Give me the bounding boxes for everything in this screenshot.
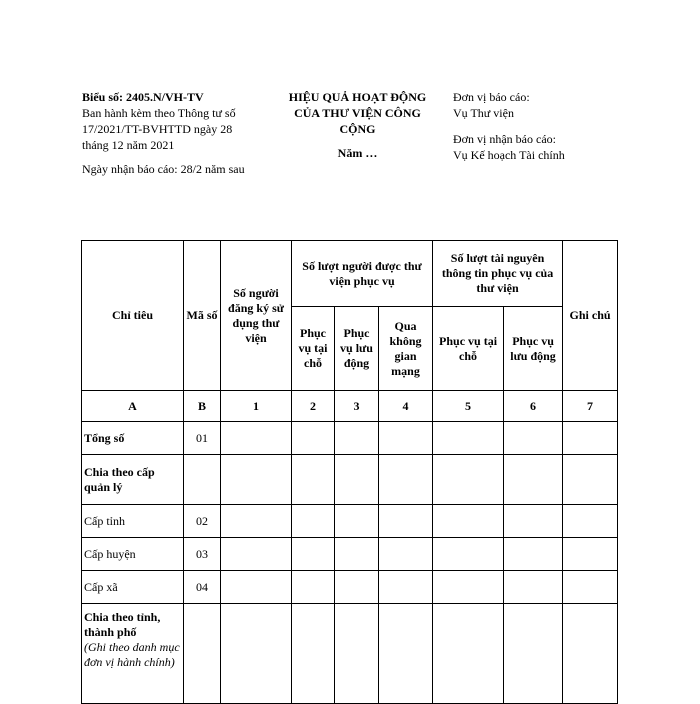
col-index-7: 7: [563, 391, 618, 422]
receive-unit-value: Vụ Kế hoạch Tài chính: [453, 148, 565, 162]
table-row: [82, 505, 618, 538]
header-note: Ghi chú: [563, 241, 618, 391]
form-issued-note: Ban hành kèm theo Thông tư số 17/2021/TT-BVHTTD ngày 28 tháng 12 năm 2021: [82, 106, 236, 152]
col-index-4: 4: [379, 391, 433, 422]
report-year: Năm …: [337, 146, 378, 160]
row-code-province: 02: [184, 505, 221, 538]
header-res-onsite: Phục vụ tại chỗ: [433, 307, 504, 391]
header-resources-group: Số lượt tài nguyên thông tin phục vụ của thư viện: [433, 241, 563, 307]
receive-date: Ngày nhận báo cáo: 28/2 năm sau: [82, 162, 245, 176]
col-index-2: 2: [292, 391, 335, 422]
header-res-mobile: Phục vụ lưu động: [504, 307, 563, 391]
row-code-district: 03: [184, 538, 221, 571]
col-index-a: A: [82, 391, 184, 422]
report-unit-label: Đơn vị báo cáo:: [453, 90, 530, 104]
row-label-province: Cấp tỉnh: [82, 505, 184, 538]
unit-info: [453, 89, 663, 163]
header-row-1: [82, 241, 618, 307]
table-row: [82, 422, 618, 455]
row-label-by-level: Chia theo cấp quản lý: [82, 455, 184, 505]
column-index-row: [82, 391, 618, 422]
report-table: [81, 240, 618, 704]
title-line-1: HIỆU QUẢ HOẠT ĐỘNG: [288, 90, 427, 104]
row-label-by-province: Chia theo tỉnh, thành phố: [84, 610, 161, 639]
header-served-online: Qua không gian mạng: [379, 307, 433, 391]
header-served-onsite: Phục vụ tại chỗ: [292, 307, 335, 391]
table-row: [82, 604, 618, 704]
header-code: Mã số: [184, 241, 221, 391]
row-code-by-province: [184, 604, 221, 704]
table-row: [82, 538, 618, 571]
report-unit-value: Vụ Thư viện: [453, 106, 514, 120]
table-row: [82, 455, 618, 505]
row-note-by-province: (Ghi theo danh mục đơn vị hành chính): [84, 640, 180, 669]
header-served-group: Số lượt người được thư viện phục vụ: [292, 241, 433, 307]
col-index-1: 1: [221, 391, 292, 422]
row-code-by-level: [184, 455, 221, 505]
form-info: [82, 89, 254, 177]
form-code: Biểu số: 2405.N/VH-TV: [82, 90, 204, 104]
table-row: [82, 571, 618, 604]
header-registered: Số người đăng ký sử dụng thư viện: [221, 241, 292, 391]
col-index-6: 6: [504, 391, 563, 422]
row-label-total: Tổng số: [82, 422, 184, 455]
title-line-2: CỦA THƯ VIỆN CÔNG CỘNG: [294, 106, 421, 136]
row-code-total: 01: [184, 422, 221, 455]
col-index-5: 5: [433, 391, 504, 422]
row-label-district: Cấp huyện: [82, 538, 184, 571]
row-label-commune: Cấp xã: [82, 571, 184, 604]
col-index-3: 3: [335, 391, 379, 422]
report-title: [275, 89, 440, 161]
row-by-province: [82, 604, 184, 704]
header-indicator: Chỉ tiêu: [82, 241, 184, 391]
header-served-mobile: Phục vụ lưu động: [335, 307, 379, 391]
col-index-b: B: [184, 391, 221, 422]
receive-unit-label: Đơn vị nhận báo cáo:: [453, 132, 556, 146]
row-code-commune: 04: [184, 571, 221, 604]
